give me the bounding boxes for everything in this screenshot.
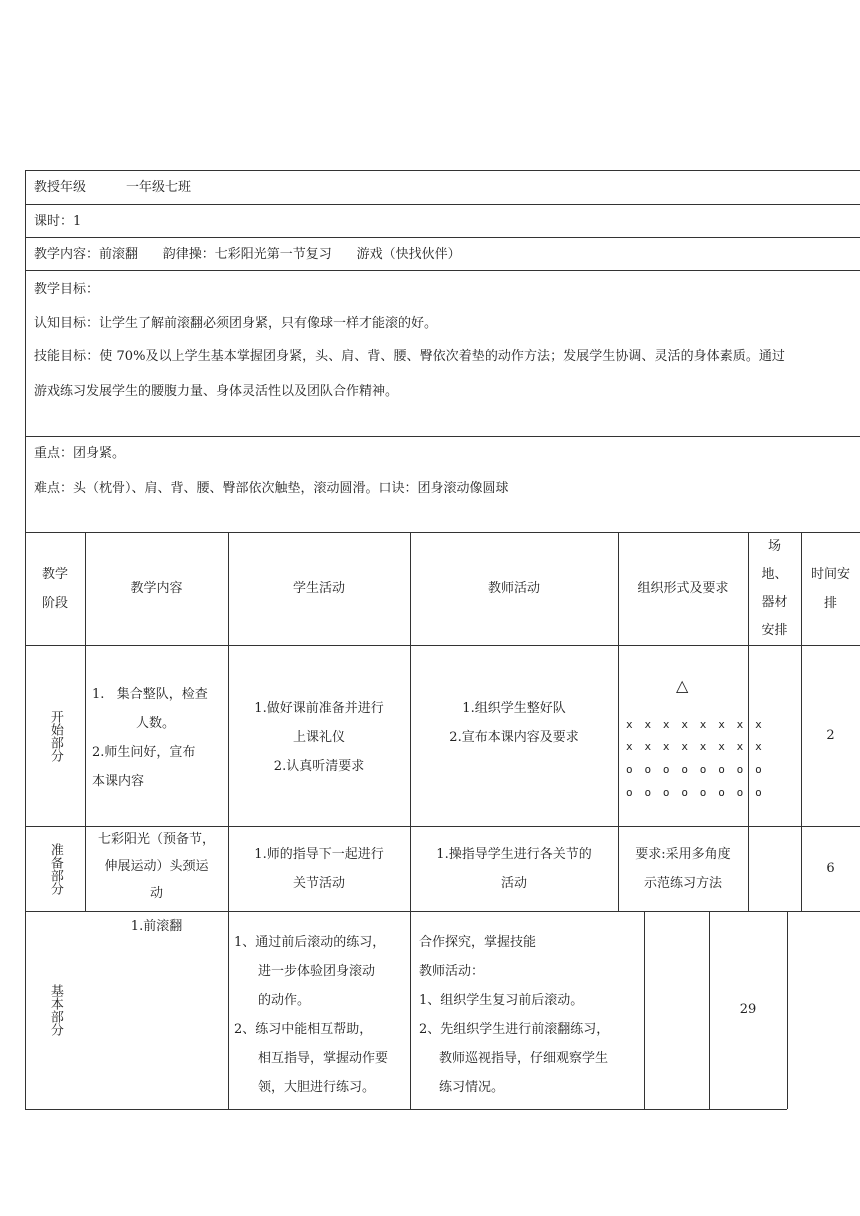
- stage-warmup: 准备部分: [47, 842, 63, 895]
- basic-teacher: 合作探究，掌握技能 教师活动： 1、组织学生复习前后滚动。 2、先组织学生进行前滚翻练习， 教师巡视指导，仔细观察学生 练习情况。: [419, 935, 610, 1095]
- difficult-point: 难点：头（枕骨）、肩、背、腰、臀部依次触垫，滚动圆滑。口诀：团身滚动像圆球: [34, 481, 509, 496]
- header-organization: 组织形式及要求: [637, 580, 729, 596]
- grade-value: 一年级七班: [126, 180, 192, 195]
- start-student: 1.做好课前准备并进行 上课礼仪 2.认真听清要求: [254, 701, 384, 774]
- formation-row-2: x x x x x x x x: [626, 740, 765, 753]
- objective-skill-line2: 游戏练习发展学生的腰腹力量、身体灵活性以及团队合作精神。: [34, 384, 399, 399]
- grade-label: 教授年级: [34, 180, 87, 195]
- basic-student: 1、通过前后滚动的练习， 进一步体验团身滚动 的动作。 2、练习中能相互帮助， 相互指导，掌握动作要 领，大胆进行练习。: [234, 935, 389, 1095]
- start-time: 2: [826, 727, 835, 743]
- basic-time: 29: [739, 1002, 757, 1017]
- header-venue: 场 地、 器材 安排: [761, 538, 788, 638]
- start-teacher: 1.组织学生整好队 2.宣布本课内容及要求: [449, 701, 579, 745]
- formation-row-4: o o o o o o o o: [626, 786, 765, 799]
- header-stage: 教学 阶段: [41, 566, 68, 611]
- header-content: 教学内容: [130, 580, 183, 596]
- warmup-student: 1.师的指导下一起进行 关节活动: [254, 847, 384, 891]
- teacher-position-triangle: △: [676, 676, 689, 695]
- formation-row-1: x x x x x x x x: [626, 718, 765, 731]
- warmup-content: 七彩阳光（预备节， 伸展运动）头颈运 动: [97, 832, 215, 901]
- teaching-content: 教学内容：前滚翻 韵律操：七彩阳光第一节复习 游戏（快找伙伴）: [34, 247, 461, 262]
- stage-start: 开始部分: [47, 709, 63, 762]
- start-content: 1. 集合整队，检查 人数。 2.师生问好，宣布 本课内容: [92, 687, 208, 789]
- key-point: 重点：团身紧。: [34, 446, 126, 461]
- formation-row-3: o o o o o o o o: [626, 763, 765, 776]
- objective-skill-line1: 技能目标：使 70%及以上学生基本掌握团身紧，头、肩、背、腰、臀依次着垫的动作方法；发展学生协调、灵活的身体素质。通过: [34, 349, 785, 364]
- objectives-title: 教学目标：: [34, 282, 100, 297]
- stage-basic: 基本部分: [47, 984, 63, 1036]
- warmup-time: 6: [826, 860, 835, 876]
- warmup-organization: 要求:采用多角度 示范练习方法: [635, 847, 731, 891]
- header-teacher-activity: 教师活动: [487, 580, 540, 596]
- header-time: 时间安 排: [810, 566, 850, 611]
- lesson-hours: 课时：1: [34, 214, 82, 229]
- warmup-teacher: 1.操指导学生进行各关节的 活动: [436, 847, 592, 891]
- basic-content: 1.前滚翻: [130, 919, 183, 934]
- header-student-activity: 学生活动: [292, 580, 345, 596]
- objective-cognitive: 认知目标：让学生了解前滚翻必须团身紧，只有像球一样才能滚的好。: [34, 316, 438, 331]
